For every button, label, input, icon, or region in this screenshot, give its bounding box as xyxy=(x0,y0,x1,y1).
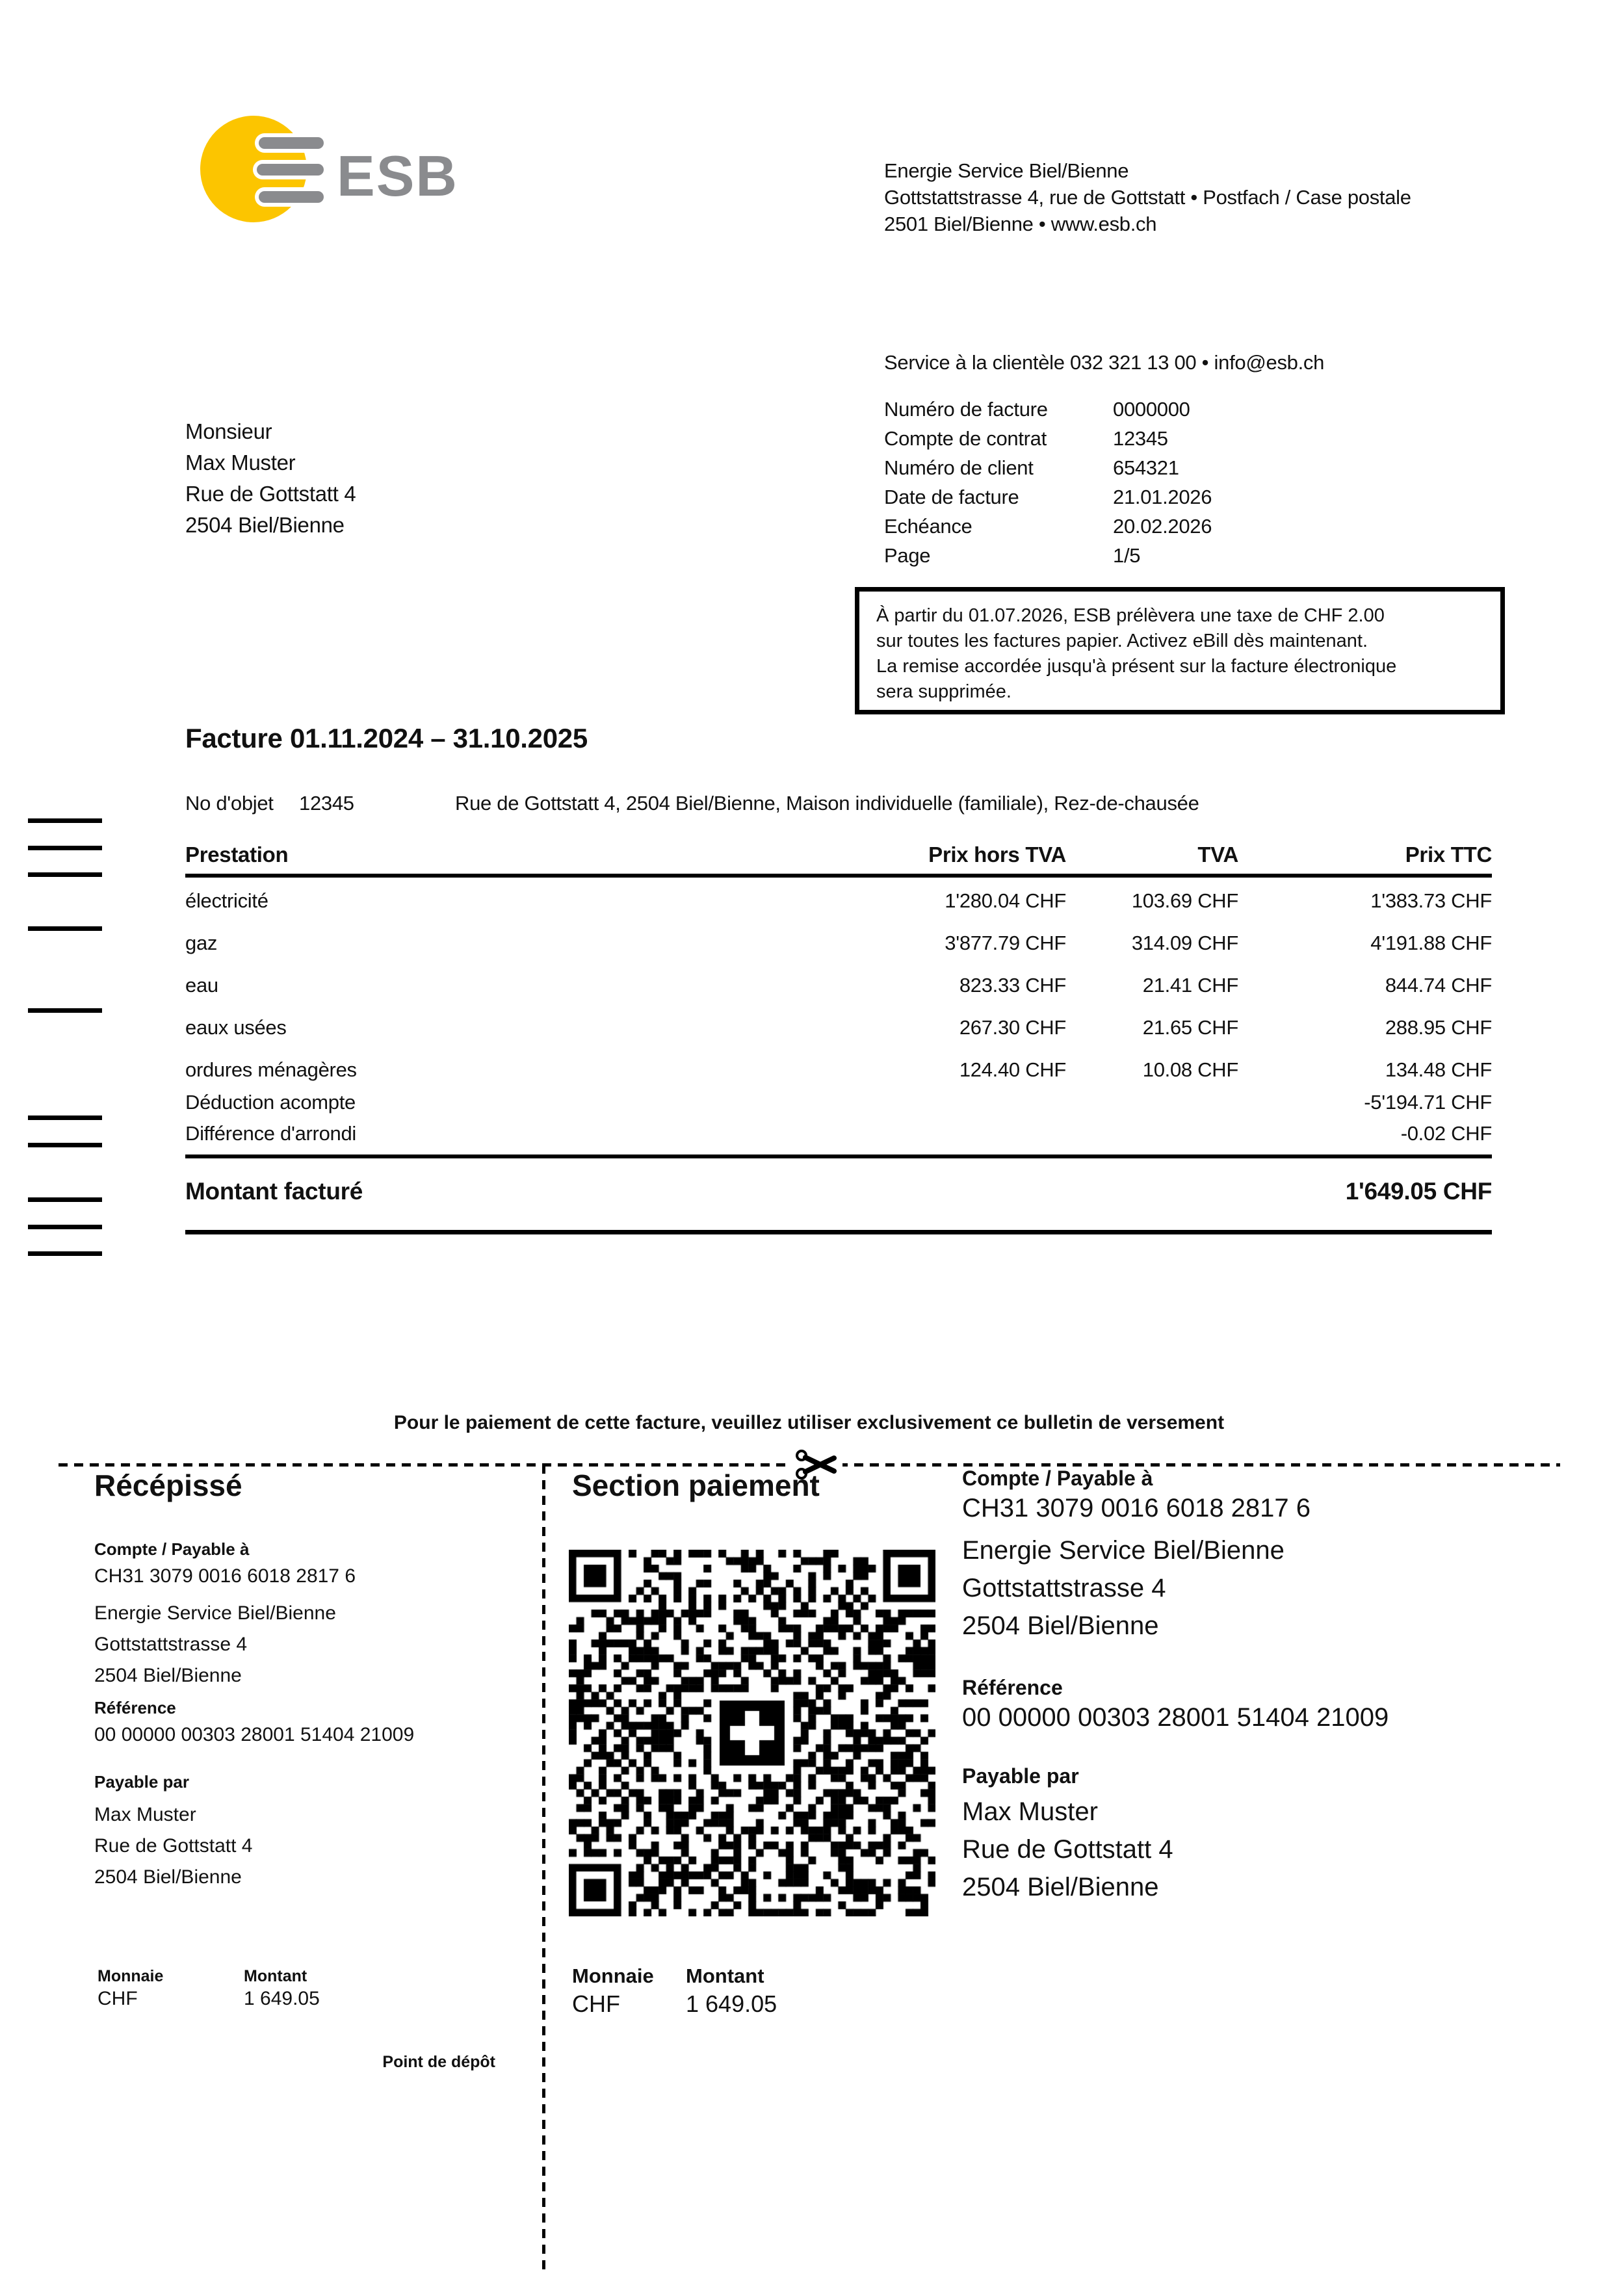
table-row xyxy=(185,974,1492,1000)
meta-label: Page xyxy=(884,544,931,567)
price-gross: 844.74 CHF xyxy=(1385,974,1492,997)
price-net: 124.40 CHF xyxy=(959,1058,1066,1081)
price-vat: 21.65 CHF xyxy=(1142,1016,1238,1039)
recipient-address-line: 2504 Biel/Bienne xyxy=(185,513,345,537)
receipt-debtor-line: Max Muster xyxy=(94,1804,196,1825)
invoice-title: Facture 01.11.2024 – 31.10.2025 xyxy=(185,723,588,753)
table-row xyxy=(185,1122,1492,1148)
object-number: 12345 xyxy=(299,792,354,815)
payment-currency-value: CHF xyxy=(572,1990,620,2017)
table-row xyxy=(185,1016,1492,1042)
notice-line: La remise accordée jusqu'à présent sur la facture électronique xyxy=(876,656,1397,677)
payment-creditor-line: Energie Service Biel/Bienne xyxy=(962,1536,1285,1565)
meta-row xyxy=(884,456,1179,480)
table-row xyxy=(185,1091,1492,1117)
payment-debtor-address xyxy=(962,1793,1173,1906)
receipt-creditor-line: Gottstattstrasse 4 xyxy=(94,1634,248,1655)
recipient-address-line: Rue de Gottstatt 4 xyxy=(185,482,356,506)
paper-fee-notice xyxy=(855,587,1505,714)
payment-debtor-line: Max Muster xyxy=(962,1797,1098,1826)
receipt-iban: CH31 3079 0016 6018 2817 6 xyxy=(94,1565,356,1587)
receipt-debtor-address xyxy=(94,1799,252,1893)
payment-account-label: Compte / Payable à xyxy=(962,1467,1153,1490)
payment-amount-label: Montant xyxy=(686,1964,764,1987)
receipt-creditor-line: Energie Service Biel/Bienne xyxy=(94,1602,336,1624)
table-row xyxy=(185,889,1492,915)
meta-label: Numéro de facture xyxy=(884,398,1048,421)
table-row xyxy=(185,932,1492,958)
sender-address-line: Gottstattstrasse 4, rue de Gottstatt • Postfach / Case postale xyxy=(884,186,1411,209)
receipt-title: Récépissé xyxy=(94,1468,242,1502)
logo-bar-icon xyxy=(257,164,324,176)
payment-debtor-line: 2504 Biel/Bienne xyxy=(962,1873,1159,1901)
meta-value: 20.02.2026 xyxy=(1113,515,1212,538)
meta-value: 654321 xyxy=(1113,456,1179,479)
receipt-currency-label: Monnaie xyxy=(98,1967,164,1985)
col-header-prestation: Prestation xyxy=(185,842,289,867)
omr-mark xyxy=(28,1197,102,1202)
meta-label: Numéro de client xyxy=(884,456,1034,479)
service-name: eau xyxy=(185,974,218,997)
recipient-address-line: Max Muster xyxy=(185,450,296,475)
payment-amount-value: 1 649.05 xyxy=(686,1990,777,2017)
payment-creditor-line: 2504 Biel/Bienne xyxy=(962,1611,1159,1640)
receipt-reference-label: Référence xyxy=(94,1698,176,1717)
esb-logo xyxy=(200,116,473,233)
omr-mark xyxy=(28,1143,102,1147)
receipt-reference: 00 00000 00303 28001 51404 21009 xyxy=(94,1724,415,1745)
price-vat: 10.08 CHF xyxy=(1142,1058,1238,1081)
receipt-acceptance-label: Point de dépôt xyxy=(382,2053,495,2071)
service-name: eaux usées xyxy=(185,1016,287,1039)
payment-debtor-line: Rue de Gottstatt 4 xyxy=(962,1835,1173,1864)
logo-bar-icon xyxy=(259,191,324,203)
table-rule-subtotal xyxy=(185,1155,1492,1158)
notice-line: sur toutes les factures papier. Activez eBill dès maintenant. xyxy=(876,631,1368,651)
sender-address-line: 2501 Biel/Bienne • www.esb.ch xyxy=(884,213,1157,235)
notice-line: À partir du 01.07.2026, ESB prélèvera une taxe de CHF 2.00 xyxy=(876,605,1385,626)
service-name: Déduction acompte xyxy=(185,1091,356,1114)
meta-row xyxy=(884,427,1168,450)
total-value: 1'649.05 CHF xyxy=(1345,1178,1492,1205)
meta-value: 1/5 xyxy=(1113,544,1141,567)
payment-currency-label: Monnaie xyxy=(572,1964,654,1987)
meta-row xyxy=(884,515,1212,538)
payment-debtor-label: Payable par xyxy=(962,1764,1079,1788)
table-row xyxy=(185,1058,1492,1084)
price-net: 1'280.04 CHF xyxy=(945,889,1066,912)
receipt-amount-label: Montant xyxy=(244,1967,307,1985)
vertical-cut-line xyxy=(542,1465,545,2272)
price-vat: 21.41 CHF xyxy=(1142,974,1238,997)
payment-slip-notice: Pour le paiement de cette facture, veuillez utiliser exclusivement ce bulletin de versement xyxy=(393,1412,1225,1433)
swiss-qr-code xyxy=(569,1550,935,1916)
recipient-address-line: Monsieur xyxy=(185,419,272,443)
meta-value: 0000000 xyxy=(1113,398,1190,421)
service-name: électricité xyxy=(185,889,268,912)
price-gross: 4'191.88 CHF xyxy=(1370,932,1492,954)
table-total-row xyxy=(185,1178,1492,1204)
col-header-gross: Prix TTC xyxy=(1405,842,1492,867)
payment-iban: CH31 3079 0016 6018 2817 6 xyxy=(962,1494,1311,1522)
meta-label: Compte de contrat xyxy=(884,427,1047,450)
service-name: gaz xyxy=(185,932,218,954)
receipt-debtor-label: Payable par xyxy=(94,1772,189,1792)
table-rule-top xyxy=(185,874,1492,878)
price-gross: 134.48 CHF xyxy=(1385,1058,1492,1081)
omr-mark xyxy=(28,872,102,877)
logo-bar-icon xyxy=(259,137,324,149)
price-net: 823.33 CHF xyxy=(959,974,1066,997)
meta-row xyxy=(884,544,1141,567)
services-table xyxy=(185,842,1492,1259)
table-header-row xyxy=(185,842,1492,868)
meta-value: 12345 xyxy=(1113,427,1168,450)
omr-mark xyxy=(28,1251,102,1256)
meta-label: Date de facture xyxy=(884,486,1019,508)
object-description: Rue de Gottstatt 4, 2504 Biel/Bienne, Maison individuelle (familiale), Rez-de-chausée xyxy=(455,792,1199,815)
recipient-address xyxy=(185,416,356,541)
receipt-debtor-line: 2504 Biel/Bienne xyxy=(94,1866,242,1888)
receipt-creditor-address xyxy=(94,1598,336,1691)
total-label: Montant facturé xyxy=(185,1178,363,1205)
omr-mark xyxy=(28,926,102,931)
logo-wordmark: ESB xyxy=(337,144,458,208)
payment-creditor-address xyxy=(962,1532,1285,1645)
payment-reference-label: Référence xyxy=(962,1676,1063,1699)
service-name: Différence d'arrondi xyxy=(185,1122,356,1145)
receipt-account-label: Compte / Payable à xyxy=(94,1539,250,1559)
meta-row xyxy=(884,486,1212,509)
price-gross: 1'383.73 CHF xyxy=(1370,889,1492,912)
price-net: 267.30 CHF xyxy=(959,1016,1066,1039)
omr-mark xyxy=(28,1115,102,1120)
price-gross: -0.02 CHF xyxy=(1400,1122,1492,1145)
receipt-amount-value: 1 649.05 xyxy=(244,1988,320,2009)
price-net: 3'877.79 CHF xyxy=(945,932,1066,954)
price-gross: 288.95 CHF xyxy=(1385,1016,1492,1039)
receipt-creditor-line: 2504 Biel/Bienne xyxy=(94,1665,242,1686)
meta-label: Echéance xyxy=(884,515,972,538)
meta-value: 21.01.2026 xyxy=(1113,486,1212,508)
omr-mark xyxy=(28,846,102,850)
payment-creditor-line: Gottstattstrasse 4 xyxy=(962,1574,1166,1602)
col-header-net: Prix hors TVA xyxy=(928,842,1066,867)
object-label: No d'objet xyxy=(185,792,274,815)
sender-address xyxy=(884,157,1411,237)
payment-reference: 00 00000 00303 28001 51404 21009 xyxy=(962,1703,1389,1732)
service-name: ordures ménagères xyxy=(185,1058,357,1081)
sender-address-line: Energie Service Biel/Bienne xyxy=(884,159,1129,182)
receipt-currency-value: CHF xyxy=(98,1988,138,2009)
omr-mark xyxy=(28,818,102,823)
price-gross: -5'194.71 CHF xyxy=(1364,1091,1492,1114)
customer-service-line: Service à la clientèle 032 321 13 00 • info@esb.ch xyxy=(884,351,1325,374)
notice-line: sera supprimée. xyxy=(876,681,1011,702)
receipt-debtor-line: Rue de Gottstatt 4 xyxy=(94,1835,253,1857)
table-rule-bottom xyxy=(185,1230,1492,1234)
meta-row xyxy=(884,398,1190,421)
omr-mark xyxy=(28,1008,102,1013)
price-vat: 103.69 CHF xyxy=(1131,889,1238,912)
omr-mark xyxy=(28,1225,102,1229)
payment-title: Section paiement xyxy=(572,1468,820,1502)
price-vat: 314.09 CHF xyxy=(1131,932,1238,954)
col-header-vat: TVA xyxy=(1197,842,1238,867)
